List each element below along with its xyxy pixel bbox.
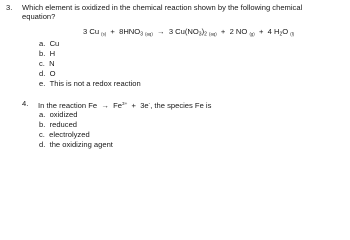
q4-option-c[interactable] bbox=[39, 130, 90, 139]
q4-plus: + bbox=[131, 101, 136, 110]
q3-option-d-letter: d. bbox=[39, 69, 46, 78]
chemical-equation bbox=[83, 27, 294, 40]
eq-cuno3-sub1: 3 bbox=[198, 31, 202, 38]
eq-cuno3-close: ) bbox=[201, 27, 205, 36]
eq-cu-state: (s) bbox=[101, 31, 107, 37]
eq-cuno3-state: (aq) bbox=[209, 31, 217, 37]
q4-option-b-text: reduced bbox=[49, 120, 78, 129]
eq-plus-3: + bbox=[258, 27, 264, 36]
q3-option-b-text: H bbox=[49, 49, 56, 58]
question-4-text bbox=[38, 99, 211, 110]
q4-option-b[interactable] bbox=[39, 120, 77, 129]
q4-electron: 3e bbox=[140, 101, 149, 110]
eq-hno3-sub: 3 bbox=[140, 31, 143, 38]
eq-h2o-state: (l) bbox=[290, 31, 295, 37]
q3-option-e-letter: e. bbox=[39, 79, 46, 88]
eq-cuno3: 3 Cu(NO bbox=[168, 27, 199, 36]
q4-arrow: → bbox=[101, 101, 109, 110]
q4-text-suffix: , the species Fe is bbox=[150, 101, 212, 110]
eq-h2o-sub: 2 bbox=[279, 31, 283, 38]
q4-option-b-letter: b. bbox=[39, 120, 46, 129]
eq-cu: 3 Cu bbox=[83, 27, 100, 36]
eq-plus-2: + bbox=[220, 27, 226, 36]
q3-option-e[interactable] bbox=[39, 79, 141, 88]
q3-option-a-text: Cu bbox=[49, 39, 60, 48]
q4-option-c-letter: c. bbox=[39, 130, 45, 139]
q4-option-c-text: electrolyzed bbox=[49, 130, 90, 139]
q4-option-d-text: the oxidizing agent bbox=[49, 140, 113, 149]
q3-option-b[interactable] bbox=[39, 49, 55, 58]
q4-option-d[interactable] bbox=[39, 140, 113, 149]
q4-option-a-letter: a. bbox=[39, 110, 46, 119]
q4-option-a-text: oxidized bbox=[49, 110, 78, 119]
q4-fe-ion: Fe bbox=[113, 101, 123, 110]
eq-cuno3-sub2: 2 bbox=[204, 31, 207, 38]
eq-arrow: → bbox=[157, 27, 165, 36]
q3-option-c-text: N bbox=[49, 59, 55, 68]
question-3-text-line1: Which element is oxidized in the chemical reaction shown by the following chemical bbox=[22, 3, 303, 12]
eq-h2o-o: O bbox=[282, 27, 289, 36]
q4-option-a[interactable] bbox=[39, 110, 77, 119]
q3-option-d[interactable] bbox=[39, 69, 56, 78]
eq-hno3: 8HNO bbox=[119, 27, 141, 36]
question-3-number: 3. bbox=[6, 3, 13, 12]
q4-electron-charge: - bbox=[148, 101, 151, 106]
q3-option-e-text: This is not a redox reaction bbox=[49, 79, 141, 88]
eq-no-state: (g) bbox=[249, 31, 255, 37]
q3-option-a-letter: a. bbox=[39, 39, 46, 48]
eq-plus-1: + bbox=[110, 27, 115, 36]
q3-option-c-letter: c. bbox=[39, 59, 45, 68]
q4-text-prefix: In the reaction Fe bbox=[38, 101, 98, 110]
eq-h2o: 4 H bbox=[267, 27, 280, 36]
q4-fe-charge: 3+ bbox=[122, 101, 128, 106]
q3-option-c[interactable] bbox=[39, 59, 55, 68]
q3-option-a[interactable] bbox=[39, 39, 59, 48]
q3-option-d-text: O bbox=[49, 69, 56, 78]
question-4-number: 4. bbox=[22, 99, 29, 108]
q3-option-b-letter: b. bbox=[39, 49, 46, 58]
question-3-text-line2: equation? bbox=[22, 12, 56, 21]
q4-option-d-letter: d. bbox=[39, 140, 46, 149]
eq-hno3-state: (aq) bbox=[145, 31, 153, 37]
eq-no: 2 NO bbox=[229, 27, 248, 36]
